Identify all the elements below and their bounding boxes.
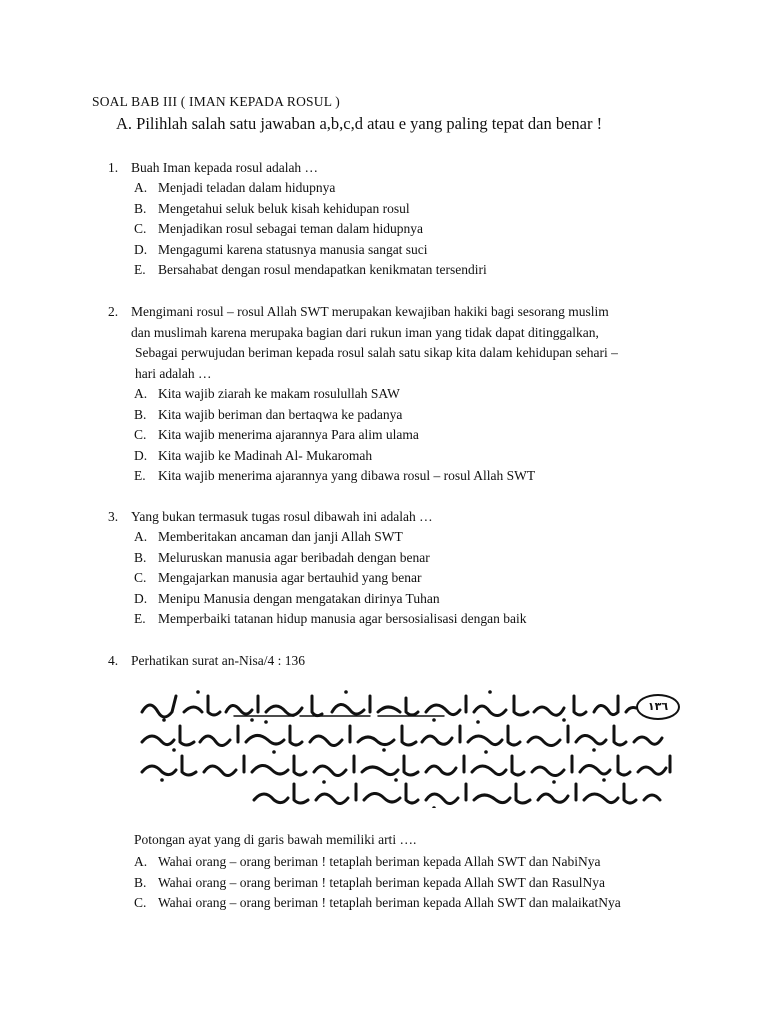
question-number: 3.: [108, 509, 119, 524]
question-text: Yang bukan termasuk tugas rosul dibawah ini adalah …: [131, 509, 433, 524]
option-text: Meluruskan manusia agar beribadah dengan benar: [158, 549, 430, 565]
arabic-calligraphy: [134, 686, 686, 808]
option-letter: A.: [134, 854, 148, 869]
question-text: Buah Iman kepada rosul adalah …: [131, 160, 319, 175]
question-text-line: Mengimani rosul – rosul Allah SWT merupakan kewajiban hakiki bagi sesorang muslim: [131, 304, 609, 319]
option-letter: C.: [134, 570, 147, 585]
option-text: Mengagumi karena statusnya manusia sangat suci: [158, 241, 428, 257]
option-text: Mengajarkan manusia agar bertauhid yang benar: [158, 570, 422, 585]
option-text: Kita wajib ke Madinah Al- Mukaromah: [158, 447, 373, 463]
option-text: Kita wajib menerima ajarannya Para alim ulama: [158, 427, 419, 442]
option-letter: A.: [134, 529, 148, 544]
option-letter: C.: [134, 427, 147, 442]
option-text: Memperbaiki tatanan hidup manusia agar bersosialisasi dengan baik: [158, 611, 527, 626]
option-letter: C.: [134, 221, 147, 236]
sub-question-text: Potongan ayat yang di garis bawah memiliki arti ….: [134, 832, 417, 847]
question-text-line: dan muslimah karena merupaka bagian dari rukun iman yang tidak dapat ditinggalkan,: [131, 324, 599, 340]
question-text-line: hari adalah …: [135, 365, 212, 381]
option-text: Wahai orang – orang beriman ! tetaplah beriman kepada Allah SWT dan NabiNya: [158, 854, 601, 869]
option-letter: B.: [134, 200, 147, 216]
option-text: Wahai orang – orang beriman ! tetaplah beriman kepada Allah SWT dan malaikatNya: [158, 895, 621, 910]
question-text-line: Sebagai perwujudan beriman kepada rosul salah satu sikap kita dalam kehidupan sehari –: [135, 345, 618, 360]
option-letter: C.: [134, 895, 147, 910]
option-text: Kita wajib ziarah ke makam rosulullah SAW: [158, 386, 400, 401]
option-text: Menjadikan rosul sebagai teman dalam hidupnya: [158, 221, 424, 236]
verse-number-badge: ١٣٦: [636, 694, 680, 720]
option-letter: D.: [134, 590, 148, 606]
option-text: Menipu Manusia dengan mengatakan dirinya Tuhan: [158, 590, 440, 606]
option-letter: E.: [134, 262, 146, 277]
option-text: Kita wajib menerima ajarannya yang dibawa rosul – rosul Allah SWT: [158, 468, 536, 483]
option-letter: D.: [134, 447, 148, 463]
option-letter: E.: [134, 611, 146, 626]
question-number: 2.: [108, 304, 119, 319]
instruction-text: A. Pilihlah salah satu jawaban a,b,c,d atau e yang paling tepat dan benar !: [116, 114, 603, 133]
option-letter: D.: [134, 241, 148, 257]
question-number: 4.: [108, 653, 119, 668]
option-letter: A.: [134, 386, 148, 401]
option-text: Memberitakan ancaman dan janji Allah SWT: [158, 529, 403, 544]
arabic-verse-image: [134, 686, 686, 808]
option-letter: B.: [134, 549, 147, 565]
question-number: 1.: [108, 160, 119, 175]
option-text: Kita wajib beriman dan bertaqwa ke padanya: [158, 406, 403, 422]
option-text: Menjadi teladan dalam hidupnya: [158, 180, 336, 195]
option-text: Mengetahui seluk beluk kisah kehidupan rosul: [158, 200, 410, 216]
question-text: Perhatikan surat an-Nisa/4 : 136: [131, 653, 305, 668]
option-letter: A.: [134, 180, 148, 195]
option-text: Wahai orang – orang beriman ! tetaplah beriman kepada Allah SWT dan RasulNya: [158, 874, 606, 890]
document-title: SOAL BAB III ( IMAN KEPADA ROSUL ): [92, 94, 340, 109]
option-letter: B.: [134, 406, 147, 422]
option-letter: E.: [134, 468, 146, 483]
option-text: Bersahabat dengan rosul mendapatkan kenikmatan tersendiri: [158, 262, 487, 277]
option-letter: B.: [134, 874, 147, 890]
